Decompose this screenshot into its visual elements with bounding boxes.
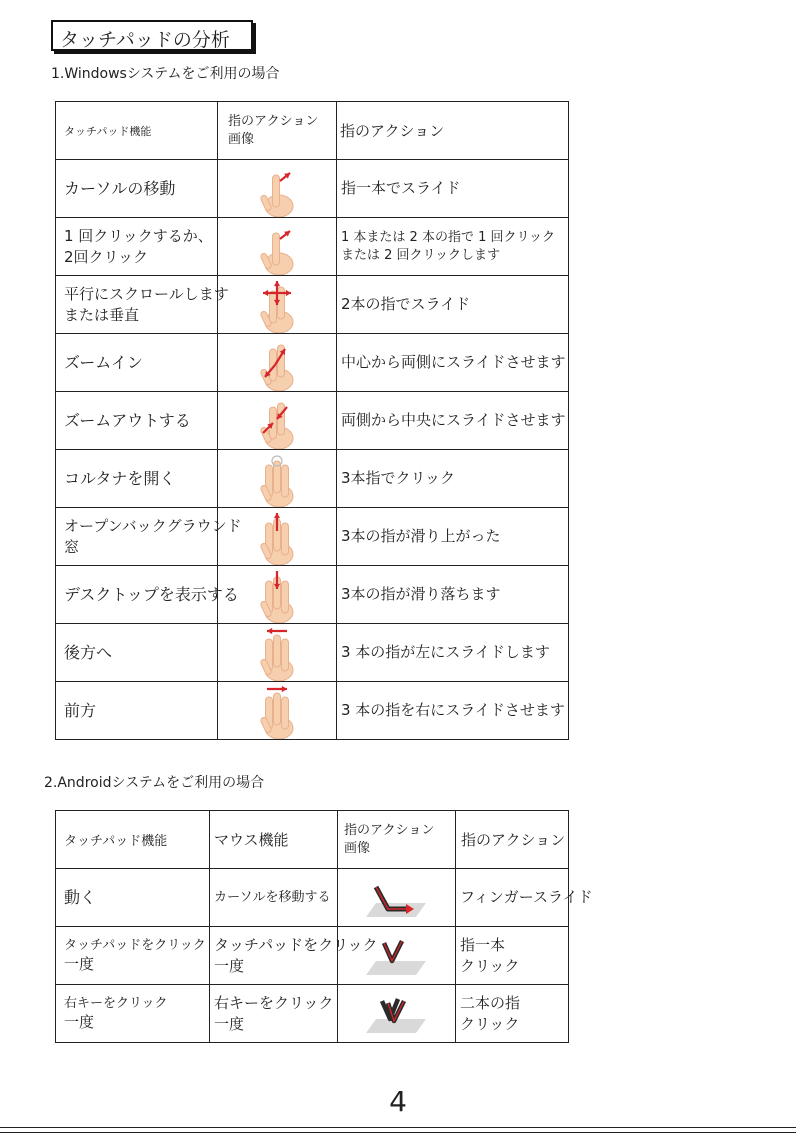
hand-three-finger-tap-icon	[218, 451, 336, 507]
function-cell	[56, 160, 218, 218]
gesture-image-cell	[218, 334, 337, 392]
one-finger-click-icon	[338, 931, 455, 981]
function-cell	[56, 682, 218, 740]
function-cell	[56, 927, 210, 985]
table-row	[56, 508, 569, 566]
cell-line: 中心から両側にスライドさせます	[341, 353, 566, 372]
windows-gesture-table	[55, 101, 569, 740]
gesture-image-cell	[218, 276, 337, 334]
cell-line: 後方へ	[64, 642, 113, 662]
action-cell	[337, 508, 569, 566]
cell-line: クリック	[460, 1014, 520, 1033]
gesture-image-cell	[338, 927, 456, 985]
cell-line: または垂直	[64, 305, 140, 324]
gesture-image-cell	[338, 985, 456, 1043]
table-row	[56, 927, 569, 985]
hand-pinch-zoom-in-icon	[218, 335, 336, 391]
cell-line: デスクトップを表示する	[64, 584, 239, 604]
action-cell	[337, 334, 569, 392]
cell-line: 1 回クリックするか、	[64, 227, 213, 246]
android-section-heading: 2.Androidシステムをご利用の場合	[44, 775, 265, 791]
cell-line: 一度	[64, 1013, 95, 1032]
cell-line: 一度	[214, 956, 245, 975]
android-header-row	[56, 811, 569, 869]
hand-three-finger-swipe-down-icon	[218, 567, 336, 623]
header-image-line2: 画像	[344, 840, 371, 856]
action-cell	[456, 985, 569, 1043]
cell-line: 指一本でスライド	[341, 179, 461, 198]
page-title-box	[51, 20, 253, 51]
gesture-image-cell	[218, 566, 337, 624]
table-row	[56, 450, 569, 508]
cell-line: ズームイン	[64, 352, 143, 372]
header-image	[338, 811, 456, 869]
hand-one-finger-slide-icon	[218, 161, 336, 217]
cell-line: 2回クリック	[64, 247, 148, 266]
action-cell	[337, 276, 569, 334]
function-cell	[56, 624, 218, 682]
header-image-line1: 指のアクション	[344, 822, 435, 838]
hand-three-finger-swipe-right-icon	[218, 683, 336, 739]
hand-two-finger-scroll-icon	[218, 277, 336, 333]
gesture-image-cell	[218, 508, 337, 566]
function-cell	[56, 218, 218, 276]
cell-line: タッチパッドをクリック	[214, 936, 378, 955]
windows-section-heading: 1.Windowsシステムをご利用の場合	[51, 66, 280, 82]
cell-line: 3 本の指を右にスライドさせます	[341, 701, 565, 720]
cell-line: 3 本の指が左にスライドします	[341, 643, 550, 662]
cell-line: オープンバックグラウンド	[64, 517, 242, 536]
function-cell	[56, 508, 242, 566]
hand-pinch-zoom-out-icon	[218, 393, 336, 449]
header-action: 指のアクション	[456, 811, 569, 869]
action-cell	[337, 624, 569, 682]
action-cell	[337, 392, 569, 450]
action-cell	[337, 682, 569, 740]
header-mouse: マウス機能	[210, 811, 338, 869]
gesture-image-cell	[218, 392, 337, 450]
cell-line: 動く	[64, 887, 97, 907]
cell-line: ズームアウトする	[64, 410, 191, 430]
footer-rule	[0, 1132, 796, 1133]
gesture-image-cell	[218, 160, 337, 218]
function-cell	[56, 869, 210, 927]
table-row	[56, 869, 569, 927]
cell-line: または 2 回クリックします	[341, 247, 501, 263]
cell-line: 一度	[214, 1014, 245, 1033]
function-cell	[56, 334, 218, 392]
cell-line: 3本の指が滑り上がった	[341, 527, 501, 546]
cell-line: 右キーをクリック	[64, 995, 168, 1011]
action-cell	[337, 218, 569, 276]
function-cell	[56, 985, 210, 1043]
function-cell	[56, 392, 218, 450]
page-number: 4	[389, 1085, 407, 1118]
gesture-image-cell	[338, 869, 456, 927]
header-action: 指のアクション	[337, 102, 569, 160]
table-row	[56, 160, 569, 218]
action-cell	[456, 869, 593, 927]
cell-line: 2本の指でスライド	[341, 295, 471, 314]
mouse-cell	[210, 985, 338, 1043]
table-row	[56, 392, 569, 450]
cell-line: カーソルを移動する	[214, 889, 331, 905]
cell-line: フィンガースライド	[460, 888, 593, 907]
cell-line: 3本の指が滑り落ちます	[341, 585, 501, 604]
header-image-line2: 画像	[228, 131, 255, 147]
action-cell	[337, 450, 569, 508]
cell-line: 1 本または 2 本の指で 1 回クリック	[341, 229, 555, 245]
hand-three-finger-swipe-left-icon	[218, 625, 336, 681]
android-gesture-table	[55, 810, 593, 1043]
table-row	[56, 218, 569, 276]
page-title: タッチパッドの分析	[60, 29, 230, 51]
cell-line: 窓	[64, 537, 80, 556]
table-row	[56, 276, 569, 334]
finger-slide-arrow-icon	[338, 873, 455, 923]
windows-header-row	[56, 102, 569, 160]
mouse-cell	[210, 869, 338, 927]
gesture-image-cell	[218, 218, 337, 276]
cell-line: クリック	[460, 956, 520, 975]
mouse-cell	[210, 927, 378, 985]
gesture-image-cell	[218, 450, 337, 508]
header-image	[218, 102, 337, 160]
action-cell	[337, 160, 569, 218]
gesture-image-cell	[218, 624, 337, 682]
table-row	[56, 682, 569, 740]
cell-line: 平行にスクロールします	[64, 285, 229, 304]
function-cell	[56, 276, 229, 334]
cell-line: タッチパッドをクリック	[64, 937, 206, 953]
header-image-line1: 指のアクション	[228, 113, 319, 129]
cell-line: 右キーをクリック	[214, 994, 334, 1013]
table-row	[56, 985, 569, 1043]
cell-line: 指一本	[460, 936, 506, 955]
cell-line: コルタナを開く	[64, 468, 176, 488]
two-finger-click-icon	[338, 989, 455, 1039]
cell-line: 3本指でクリック	[341, 469, 455, 488]
table-row	[56, 566, 569, 624]
cell-line: 前方	[64, 700, 97, 720]
gesture-image-cell	[218, 682, 337, 740]
function-cell	[56, 566, 239, 624]
table-row	[56, 624, 569, 682]
cell-line: カーソルの移動	[64, 178, 176, 198]
cell-line: 両側から中央にスライドさせます	[341, 411, 566, 430]
header-function: タッチパッド機能	[56, 811, 210, 869]
table-row	[56, 334, 569, 392]
action-cell	[337, 566, 569, 624]
cell-line: 一度	[64, 955, 95, 974]
header-function: タッチパッド機能	[56, 102, 218, 160]
cell-line: 二本の指	[460, 994, 521, 1013]
hand-finger-tap-icon	[218, 219, 336, 275]
hand-three-finger-swipe-up-icon	[218, 509, 336, 565]
function-cell	[56, 450, 218, 508]
action-cell	[456, 927, 569, 985]
footer-rule	[0, 1127, 796, 1128]
